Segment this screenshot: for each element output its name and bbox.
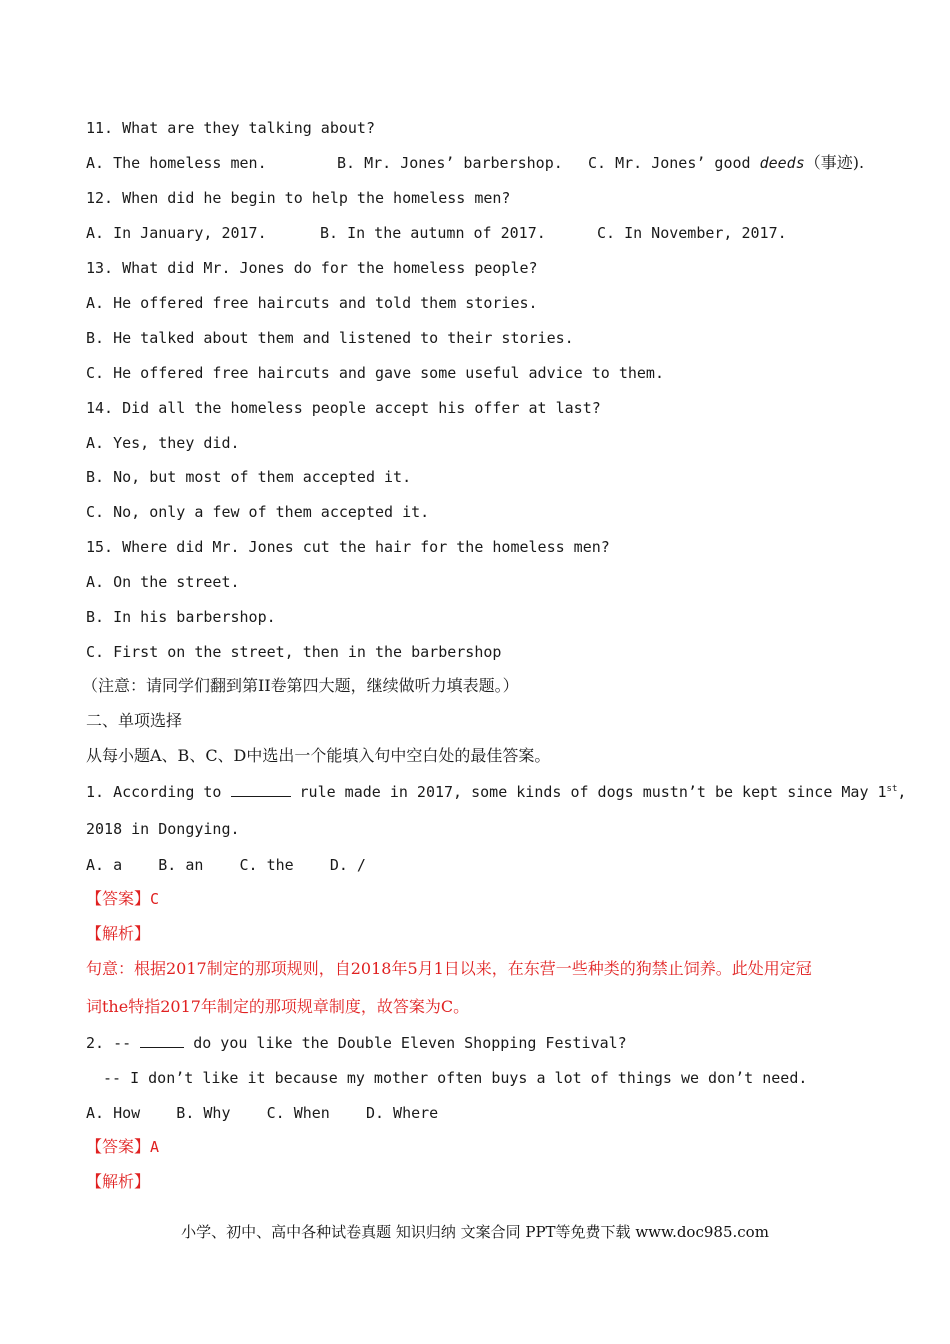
q13-stem: 13. What did Mr. Jones do for the homeless people? (86, 259, 538, 277)
q14-option-a: A. Yes, they did. (86, 434, 240, 452)
s2-analysis-label: 【解析】 (86, 1172, 151, 1191)
s1-analysis-label: 【解析】 (86, 924, 151, 943)
s1-analysis-line1: 句意：根据2017制定的那项规则，自2018年5月1日以来，在东营一些种类的狗禁止饲养。此处用定冠 (86, 959, 812, 978)
q11-stem: 11. What are they talking about? (86, 119, 375, 137)
s2-stem: 2. -- do you like the Double Eleven Shopping Festival? (86, 1034, 627, 1052)
s2-options: A. How B. Why C. When D. Where (86, 1104, 439, 1122)
q12-option-c: C. In November, 2017. (597, 224, 787, 242)
q15-option-b: B. In his barbershop. (86, 608, 276, 626)
q11-option-b: B. Mr. Jones’ barbershop. (337, 154, 563, 172)
q12-option-b: B. In the autumn of 2017. (320, 224, 546, 242)
s1-options: A. a B. an C. the D. / (86, 856, 366, 874)
s1-analysis-line2: 词the特指2017年制定的那项规章制度，故答案为C。 (86, 997, 470, 1016)
q13-option-c: C. He offered free haircuts and gave some useful advice to them. (86, 364, 664, 382)
s2-answer: 【答案】A (86, 1137, 160, 1156)
q15-option-c: C. First on the street, then in the barbershop (86, 643, 502, 661)
q14-option-b: B. No, but most of them accepted it. (86, 468, 412, 486)
section-title: 二、单项选择 (86, 711, 183, 730)
page-footer: 小学、初中、高中各种试卷真题 知识归纳 文案合同 PPT等免费下载 www.doc985.com (181, 1223, 769, 1241)
q15-stem: 15. Where did Mr. Jones cut the hair for the homeless men? (86, 538, 610, 556)
section-instruction: 从每小题A、B、C、D中选出一个能填入句中空白处的最佳答案。 (86, 746, 551, 765)
s1-stem-continued: 2018 in Dongying. (86, 820, 240, 838)
s1-answer: 【答案】C (86, 889, 160, 908)
q11-option-a: A. The homeless men. (86, 154, 267, 172)
q14-stem: 14. Did all the homeless people accept his offer at last? (86, 399, 601, 417)
q15-option-a: A. On the street. (86, 573, 240, 591)
q13-option-a: A. He offered free haircuts and told them stories. (86, 294, 538, 312)
s2-reply: -- I don’t like it because my mother often buys a lot of things we don’t need. (103, 1069, 808, 1087)
listening-note: （注意：请同学们翻到第II卷第四大题，继续做听力填表题。） (82, 676, 519, 695)
q11-option-c: C. Mr. Jones’ good deeds（事迹). (588, 153, 865, 172)
q12-stem: 12. When did he begin to help the homeless men? (86, 189, 511, 207)
q14-option-c: C. No, only a few of them accepted it. (86, 503, 430, 521)
s1-stem: 1. According to rule made in 2017, some kinds of dogs mustn’t be kept since May 1st, (86, 783, 907, 801)
q13-option-b: B. He talked about them and listened to their stories. (86, 329, 574, 347)
q12-option-a: A. In January, 2017. (86, 224, 267, 242)
